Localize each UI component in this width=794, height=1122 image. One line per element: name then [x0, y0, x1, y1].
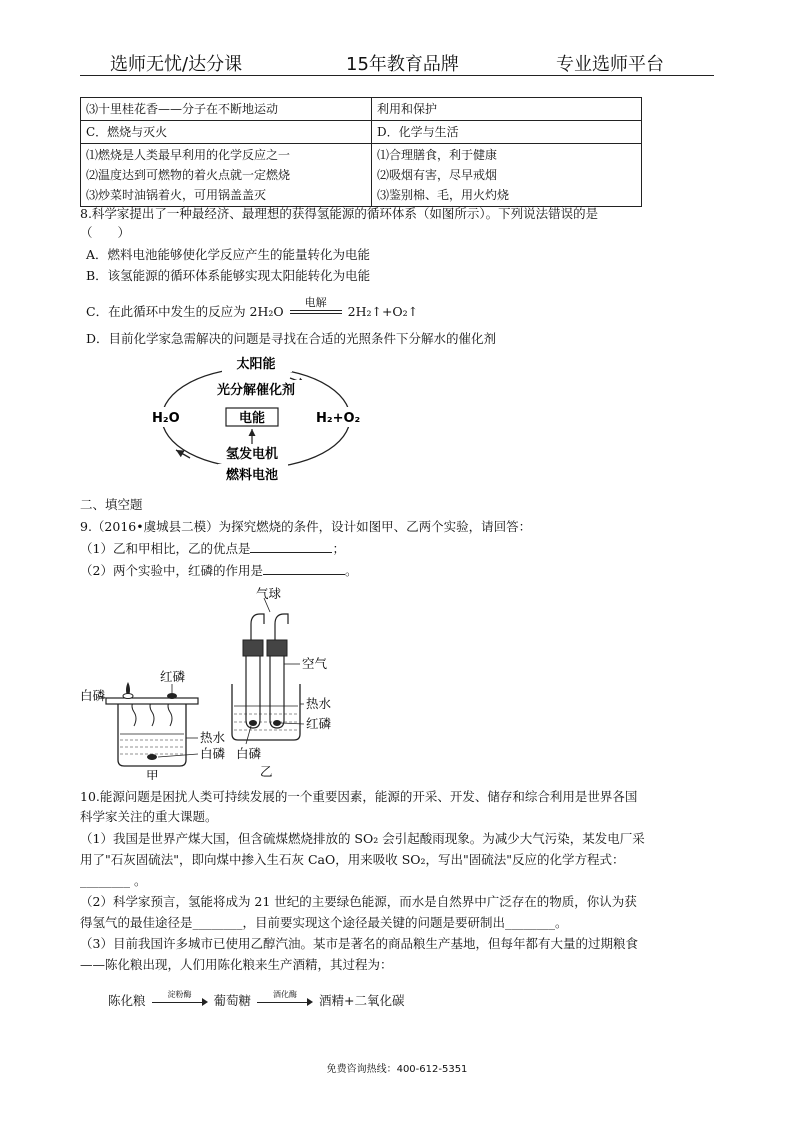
- header-left: 选师无忧/达分课: [110, 54, 243, 75]
- figure-label: 热水: [200, 730, 226, 745]
- combustion-experiment-figure: [80, 584, 370, 780]
- list-item: ⑵吸烟有害，尽早戒烟: [377, 168, 498, 182]
- knowledge-table: [80, 97, 642, 207]
- header-rule: [80, 75, 714, 76]
- q8-c-products: 2H₂↑+O₂↑: [347, 304, 419, 319]
- q8-option-a: A．燃料电池能够使化学反应产生的能量转化为电能: [86, 247, 371, 262]
- condition-label: 电解: [304, 295, 327, 309]
- answer-blank: [250, 540, 332, 553]
- copper-plate: [106, 698, 198, 704]
- figure-label: 红磷: [306, 716, 332, 731]
- list-item: ⑶炒菜时油锅着火，可用锅盖盖灭: [86, 188, 267, 202]
- q8-c-text: C．在此循环中发生的反应为 2H₂O: [86, 304, 284, 319]
- q8-answer-paren: （ ）: [80, 225, 131, 240]
- table-cell: ⑶十里桂花香——分子在不断地运动: [81, 98, 372, 121]
- q8-stem: 8.科学家提出了一种最经济、最理想的获得氢能源的循环体系（如图所示）。下列说法错误的是: [80, 206, 599, 221]
- diagram-label: 太阳能: [236, 357, 276, 372]
- figure-label: 乙: [260, 764, 273, 779]
- hydrogen-cycle-diagram: [140, 352, 380, 492]
- diagram-label: 燃料电池: [225, 468, 279, 483]
- figure-label: 空气: [302, 656, 328, 671]
- q10-line: （1）我国是世界产煤大国，但含硫煤燃烧排放的 SO₂ 会引起酸雨现象。为减少大气污染，某发电厂采: [80, 831, 645, 846]
- chain-item: 酒精+二氧化碳: [318, 993, 405, 1008]
- diagram-label: 电能: [238, 411, 266, 426]
- figure-label: 白磷: [80, 688, 106, 703]
- table-cell: 利用和保护: [372, 98, 642, 121]
- q10-line: 10.能源问题是困扰人类可持续发展的一个重要因素，能源的开采、开发、储存和综合利用是世界各国: [80, 789, 638, 804]
- q8-option-b: B．该氢能源的循环体系能够实现太阳能转化为电能: [86, 268, 371, 283]
- q8-option-d: D．目前化学家急需解决的问题是寻找在合适的光照条件下分解水的催化剂: [86, 331, 497, 346]
- q9-part1: （1）乙和甲相比，乙的优点是 ；: [80, 541, 345, 556]
- q10-line: ________ 。: [80, 873, 147, 888]
- list-item: ⑶鉴别棉、毛，用火灼烧: [377, 188, 510, 202]
- header-right: 专业选师平台: [556, 54, 664, 75]
- q9-stem: 9.（2016•虞城县二模）为探究燃烧的条件，设计如图甲、乙两个实验，请回答：: [80, 519, 532, 534]
- figure-label: 热水: [306, 696, 332, 711]
- arrow-head-icon: [307, 998, 313, 1006]
- section-title: 二、填空题: [80, 497, 143, 512]
- list-item: ⑴燃烧是人类最早利用的化学反应之一: [86, 148, 291, 162]
- diagram-label: 光分解催化剂: [216, 383, 296, 398]
- figure-label: 红磷: [160, 669, 186, 684]
- q10-line: （2）科学家预言，氢能将成为 21 世纪的主要绿色能源，而水是自然界中广泛存在的物质，你认为获: [80, 894, 637, 909]
- chain-item: 葡萄糖: [213, 993, 251, 1008]
- enzyme-label: 淀粉酶: [167, 989, 192, 999]
- q9-part2: （2）两个实验中，红磷的作用是 。: [80, 563, 358, 578]
- beaker-yi: [232, 614, 300, 740]
- diagram-label: H₂O: [152, 411, 180, 426]
- diagram-label: H₂+O₂: [316, 411, 361, 426]
- beaker-jia: [118, 700, 186, 766]
- q10-line: 科学家关注的重大课题。: [80, 809, 218, 824]
- reaction-arrow: [152, 989, 208, 1008]
- list-item: ⑵温度达到可燃物的着火点就一定燃烧: [86, 168, 291, 182]
- q10-line: 用了"石灰固硫法"，即向煤中掺入生石灰 CaO，用来吸收 SO₂，写出"固硫法"反应的化学方程式：: [80, 852, 625, 867]
- table-cell: [81, 144, 372, 207]
- table-cell: [372, 144, 642, 207]
- figure-label: 甲: [146, 768, 159, 780]
- header-center: 15年教育品牌: [346, 54, 459, 75]
- reaction-arrow: [257, 989, 313, 1008]
- arrow-head-icon: [202, 998, 208, 1006]
- reaction-chain: [108, 989, 405, 1010]
- footer-hotline: 免费咨询热线：400-612-5351: [326, 1064, 468, 1075]
- q10-line: （3）目前我国许多城市已使用乙醇汽油。某市是著名的商品粮生产基地，但每年都有大量的过期粮食: [80, 936, 638, 951]
- enzyme-label: 酒化酶: [272, 989, 297, 999]
- electrolysis-condition: [290, 295, 342, 320]
- answer-blank: [263, 562, 345, 575]
- list-item: ⑴合理膳食，利于健康: [377, 148, 498, 162]
- figure-label: 气球: [256, 586, 282, 601]
- diagram-label: 氢发电机: [225, 447, 279, 462]
- chain-item: 陈化粮: [108, 993, 146, 1008]
- figure-label: 白磷: [200, 746, 226, 761]
- cycle-arrow: [176, 450, 190, 458]
- table-cell: C．燃烧与灭火: [81, 121, 372, 144]
- q8-option-c: [86, 295, 419, 321]
- figure-label: 白磷: [236, 746, 262, 761]
- q10-line: 得氢气的最佳途径是________，目前要实现这个途径最关键的问题是要研制出________。: [80, 915, 568, 930]
- q10-line: ——陈化粮出现，人们用陈化粮来生产酒精，其过程为：: [80, 957, 393, 972]
- table-cell: D．化学与生活: [372, 121, 642, 144]
